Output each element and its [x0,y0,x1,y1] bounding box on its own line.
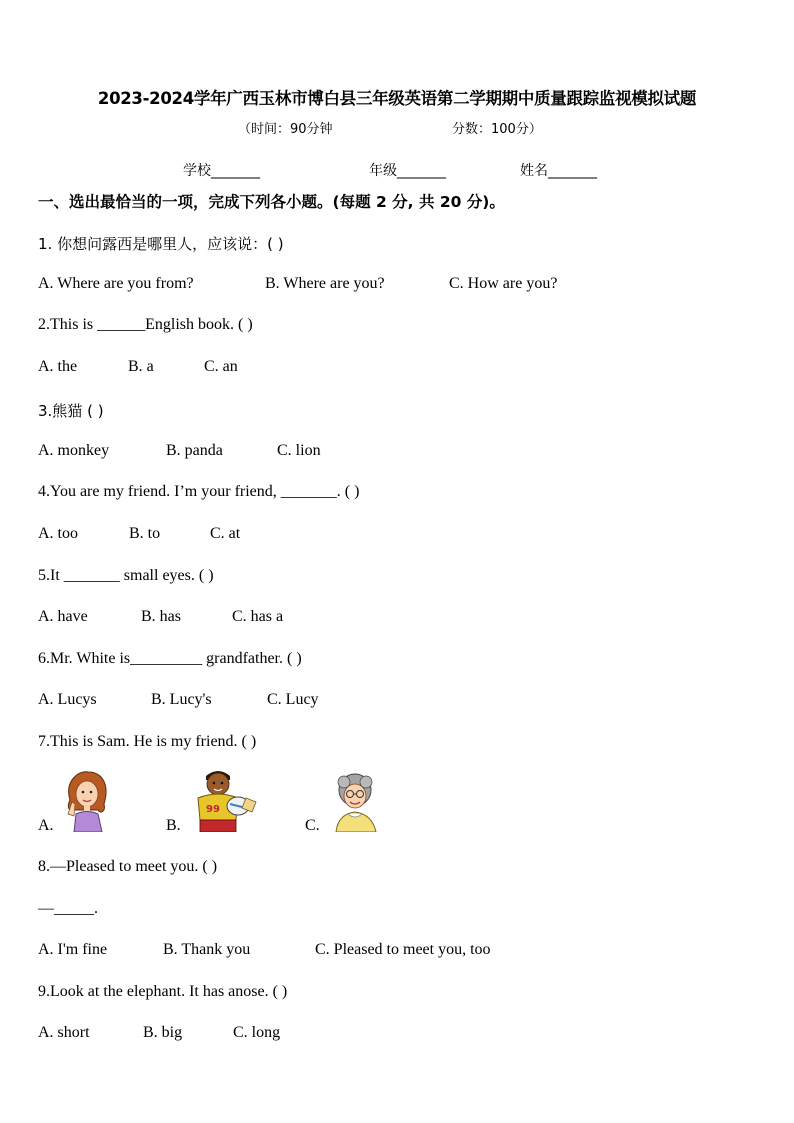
question-8-option-b: B. Thank you [163,941,251,958]
question-2-option-c: C. an [204,358,238,375]
section-heading: 一、选出最恰当的一项，完成下列各小题。(每题 2 分, 共 20 分)。 [38,193,505,211]
question-2-option-a: A. the [38,358,78,375]
question-1-option-b: B. Where are you? [265,275,385,292]
question-5-stem: 5.It _______ small eyes. ( ) [38,567,214,584]
exam-time: （时间：90分钟 [238,122,333,137]
name-field: 姓名_______ [520,163,597,179]
question-9-option-a: A. short [38,1024,90,1041]
question-2-stem: 2.This is ______English book. ( ) [38,316,253,333]
question-7-option-a: A. [38,817,54,834]
svg-text:99: 99 [206,804,220,815]
grandma-picture [330,772,380,832]
question-4-stem: 4.You are my friend. I’m your friend, _______. ( ) [38,483,360,500]
question-9-option-c: C. long [233,1024,281,1041]
question-4-option-b: B. to [129,525,161,542]
question-5-option-a: A. have [38,608,88,625]
question-5-option-b: B. has [141,608,181,625]
question-6-stem: 6.Mr. White is_________ grandfather. ( ) [38,650,302,667]
question-6-option-c: C. Lucy [267,691,319,708]
question-7-stem: 7.This is Sam. He is my friend. ( ) [38,733,257,750]
question-8-stem: 8.—Pleased to meet you. ( ) [38,858,218,875]
question-8-answer-line: —_____. [38,900,98,917]
question-8-option-c: C. Pleased to meet you, too [315,941,491,958]
exam-title: 2023-2024学年广西玉林市博白县三年级英语第二学期期中质量跟踪监视模拟试题 [97,89,697,108]
boy-picture [192,768,260,832]
question-2-option-b: B. a [128,358,154,375]
question-8-option-a: A. I'm fine [38,941,108,958]
question-3-option-b: B. panda [166,442,223,459]
question-7-option-b: B. [166,817,181,834]
girl-picture [60,770,114,832]
question-9-option-b: B. big [143,1024,183,1041]
question-3-option-a: A. monkey [38,442,110,459]
question-1-option-c: C. How are you? [449,275,558,292]
question-1-option-a: A. Where are you from? [38,275,194,292]
grade-field: 年级_______ [369,163,446,179]
question-6-option-a: A. Lucys [38,691,97,708]
question-3-stem: 3.熊猫 ( ) [38,402,104,420]
question-9-stem: 9.Look at the elephant. It has anose. ( ) [38,983,288,1000]
question-1-stem: 1. 你想问露西是哪里人，应该说：( ) [38,235,284,253]
question-6-option-b: B. Lucy's [151,691,212,708]
question-4-option-a: A. too [38,525,78,542]
exam-score: 分数：100分） [452,122,542,137]
question-4-option-c: C. at [210,525,241,542]
question-7-option-c: C. [305,817,320,834]
school-field: 学校_______ [183,163,260,179]
question-3-option-c: C. lion [277,442,321,459]
question-5-option-c: C. has a [232,608,284,625]
